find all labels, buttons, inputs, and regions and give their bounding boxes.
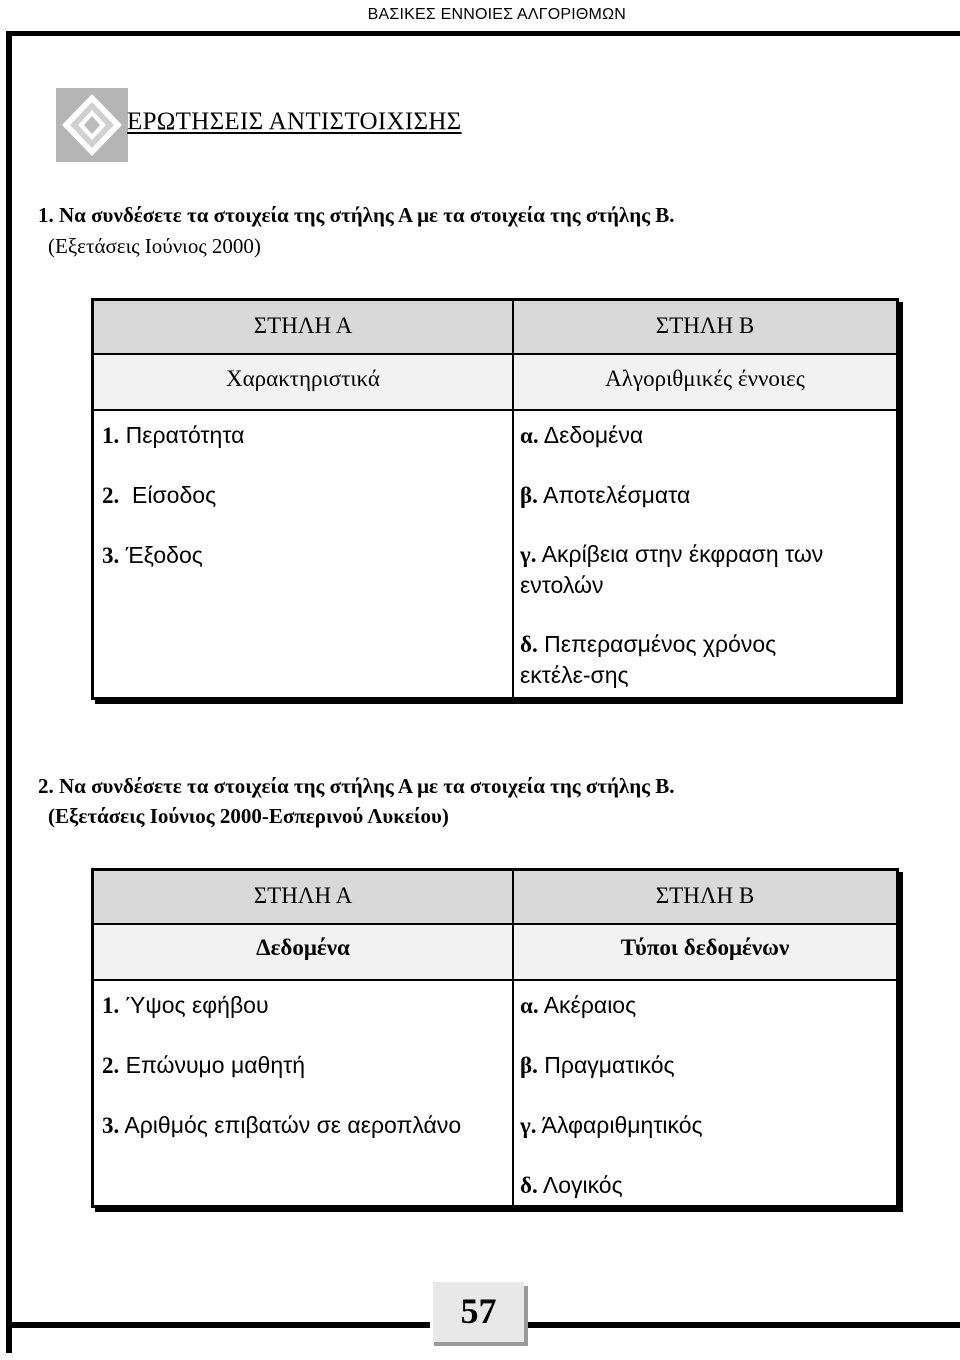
matching-table-1 xyxy=(91,298,899,700)
item-text: Πραγματικός xyxy=(544,1052,675,1078)
item-label: δ. xyxy=(520,1173,538,1198)
list-item xyxy=(520,629,850,690)
list-item xyxy=(102,1052,305,1079)
item-text: Είσοδος xyxy=(132,482,217,508)
item-text: Λογικός xyxy=(542,1172,623,1198)
header-rule xyxy=(6,31,960,36)
column-divider xyxy=(512,301,514,697)
left-margin-bar xyxy=(6,31,12,1353)
item-label: β. xyxy=(520,1053,538,1078)
row-divider xyxy=(94,409,896,411)
item-label: 1. xyxy=(102,993,120,1018)
list-item xyxy=(520,1052,675,1079)
list-item xyxy=(520,422,643,449)
matching-table-2 xyxy=(91,868,899,1208)
question-2-source: (Εξετάσεις Ιούνιος 2000-Εσπερινού Λυκείου) xyxy=(48,804,449,828)
item-text: Αποτελέσματα xyxy=(543,482,691,508)
page-number-box xyxy=(430,1282,524,1342)
list-item xyxy=(102,992,269,1019)
section-title: ΕΡΩΤΗΣΕΙΣ ΑΝΤΙΣΤΟΙΧΙΣΗΣ xyxy=(127,108,462,135)
column-a-header: ΣΤΗΛΗ Α xyxy=(253,313,353,338)
item-text: Ακέραιος xyxy=(543,992,637,1018)
item-text: Άλφαριθμητικός xyxy=(541,1112,703,1138)
item-label: 3. xyxy=(102,543,120,568)
question-1-text: 1. Να συνδέσετε τα στοιχεία της στήλης Α με τα στοιχεία της στήλης Β. xyxy=(38,203,675,227)
item-text: Περατότητα xyxy=(125,422,245,448)
item-label: α. xyxy=(520,423,539,448)
column-b-subheader: Τύποι δεδομένων xyxy=(620,935,790,960)
list-item xyxy=(520,482,690,509)
column-b-subheader: Αλγοριθμικές έννοιες xyxy=(605,366,805,391)
row-divider xyxy=(94,979,896,981)
list-item xyxy=(520,992,636,1019)
column-a-subheader: Χαρακτηριστικά xyxy=(226,366,380,391)
item-label: δ. xyxy=(520,632,538,657)
item-label: α. xyxy=(520,993,539,1018)
list-item xyxy=(102,422,244,449)
item-label: 2. xyxy=(102,483,120,508)
item-text: Ακρίβεια στην έκφραση των εντολών xyxy=(520,541,824,598)
list-item xyxy=(102,482,216,509)
item-text: Ύψος εφήβου xyxy=(125,992,269,1018)
list-item xyxy=(520,1112,703,1139)
diamond-logo-icon xyxy=(56,88,128,162)
item-label: 3. xyxy=(102,1113,120,1138)
column-divider xyxy=(512,871,514,1205)
column-b-header: ΣΤΗΛΗ Β xyxy=(655,883,755,908)
question-1-source: (Εξετάσεις Ιούνιος 2000) xyxy=(48,234,261,258)
column-a-subheader: Δεδομένα xyxy=(256,935,350,960)
item-text: Έξοδος xyxy=(125,542,203,568)
item-text: Δεδομένα xyxy=(543,422,644,448)
item-label: β. xyxy=(520,483,538,508)
column-b-header: ΣΤΗΛΗ Β xyxy=(655,313,755,338)
question-2-text: 2. Να συνδέσετε τα στοιχεία της στήλης Α με τα στοιχεία της στήλης Β. xyxy=(38,774,675,798)
item-text: Πεπερασμένος χρόνος εκτέλε-σης xyxy=(520,631,777,688)
column-a-header: ΣΤΗΛΗ Α xyxy=(253,883,353,908)
item-label: 1. xyxy=(102,423,120,448)
list-item xyxy=(102,1112,461,1139)
list-item xyxy=(520,539,850,600)
page-number: 57 xyxy=(460,1291,497,1331)
item-text: Επώνυμο μαθητή xyxy=(125,1052,306,1078)
list-item xyxy=(520,1172,623,1199)
item-text: Αριθμός επιβατών σε αεροπλάνο xyxy=(124,1112,462,1138)
item-label: γ. xyxy=(520,1113,537,1138)
running-header: ΒΑΣΙΚΕΣ ΕΝΝΟΙΕΣ ΑΛΓΟΡΙΘΜΩΝ xyxy=(367,6,626,23)
list-item xyxy=(102,542,203,569)
item-label: 2. xyxy=(102,1053,120,1078)
item-label: γ. xyxy=(520,542,537,567)
